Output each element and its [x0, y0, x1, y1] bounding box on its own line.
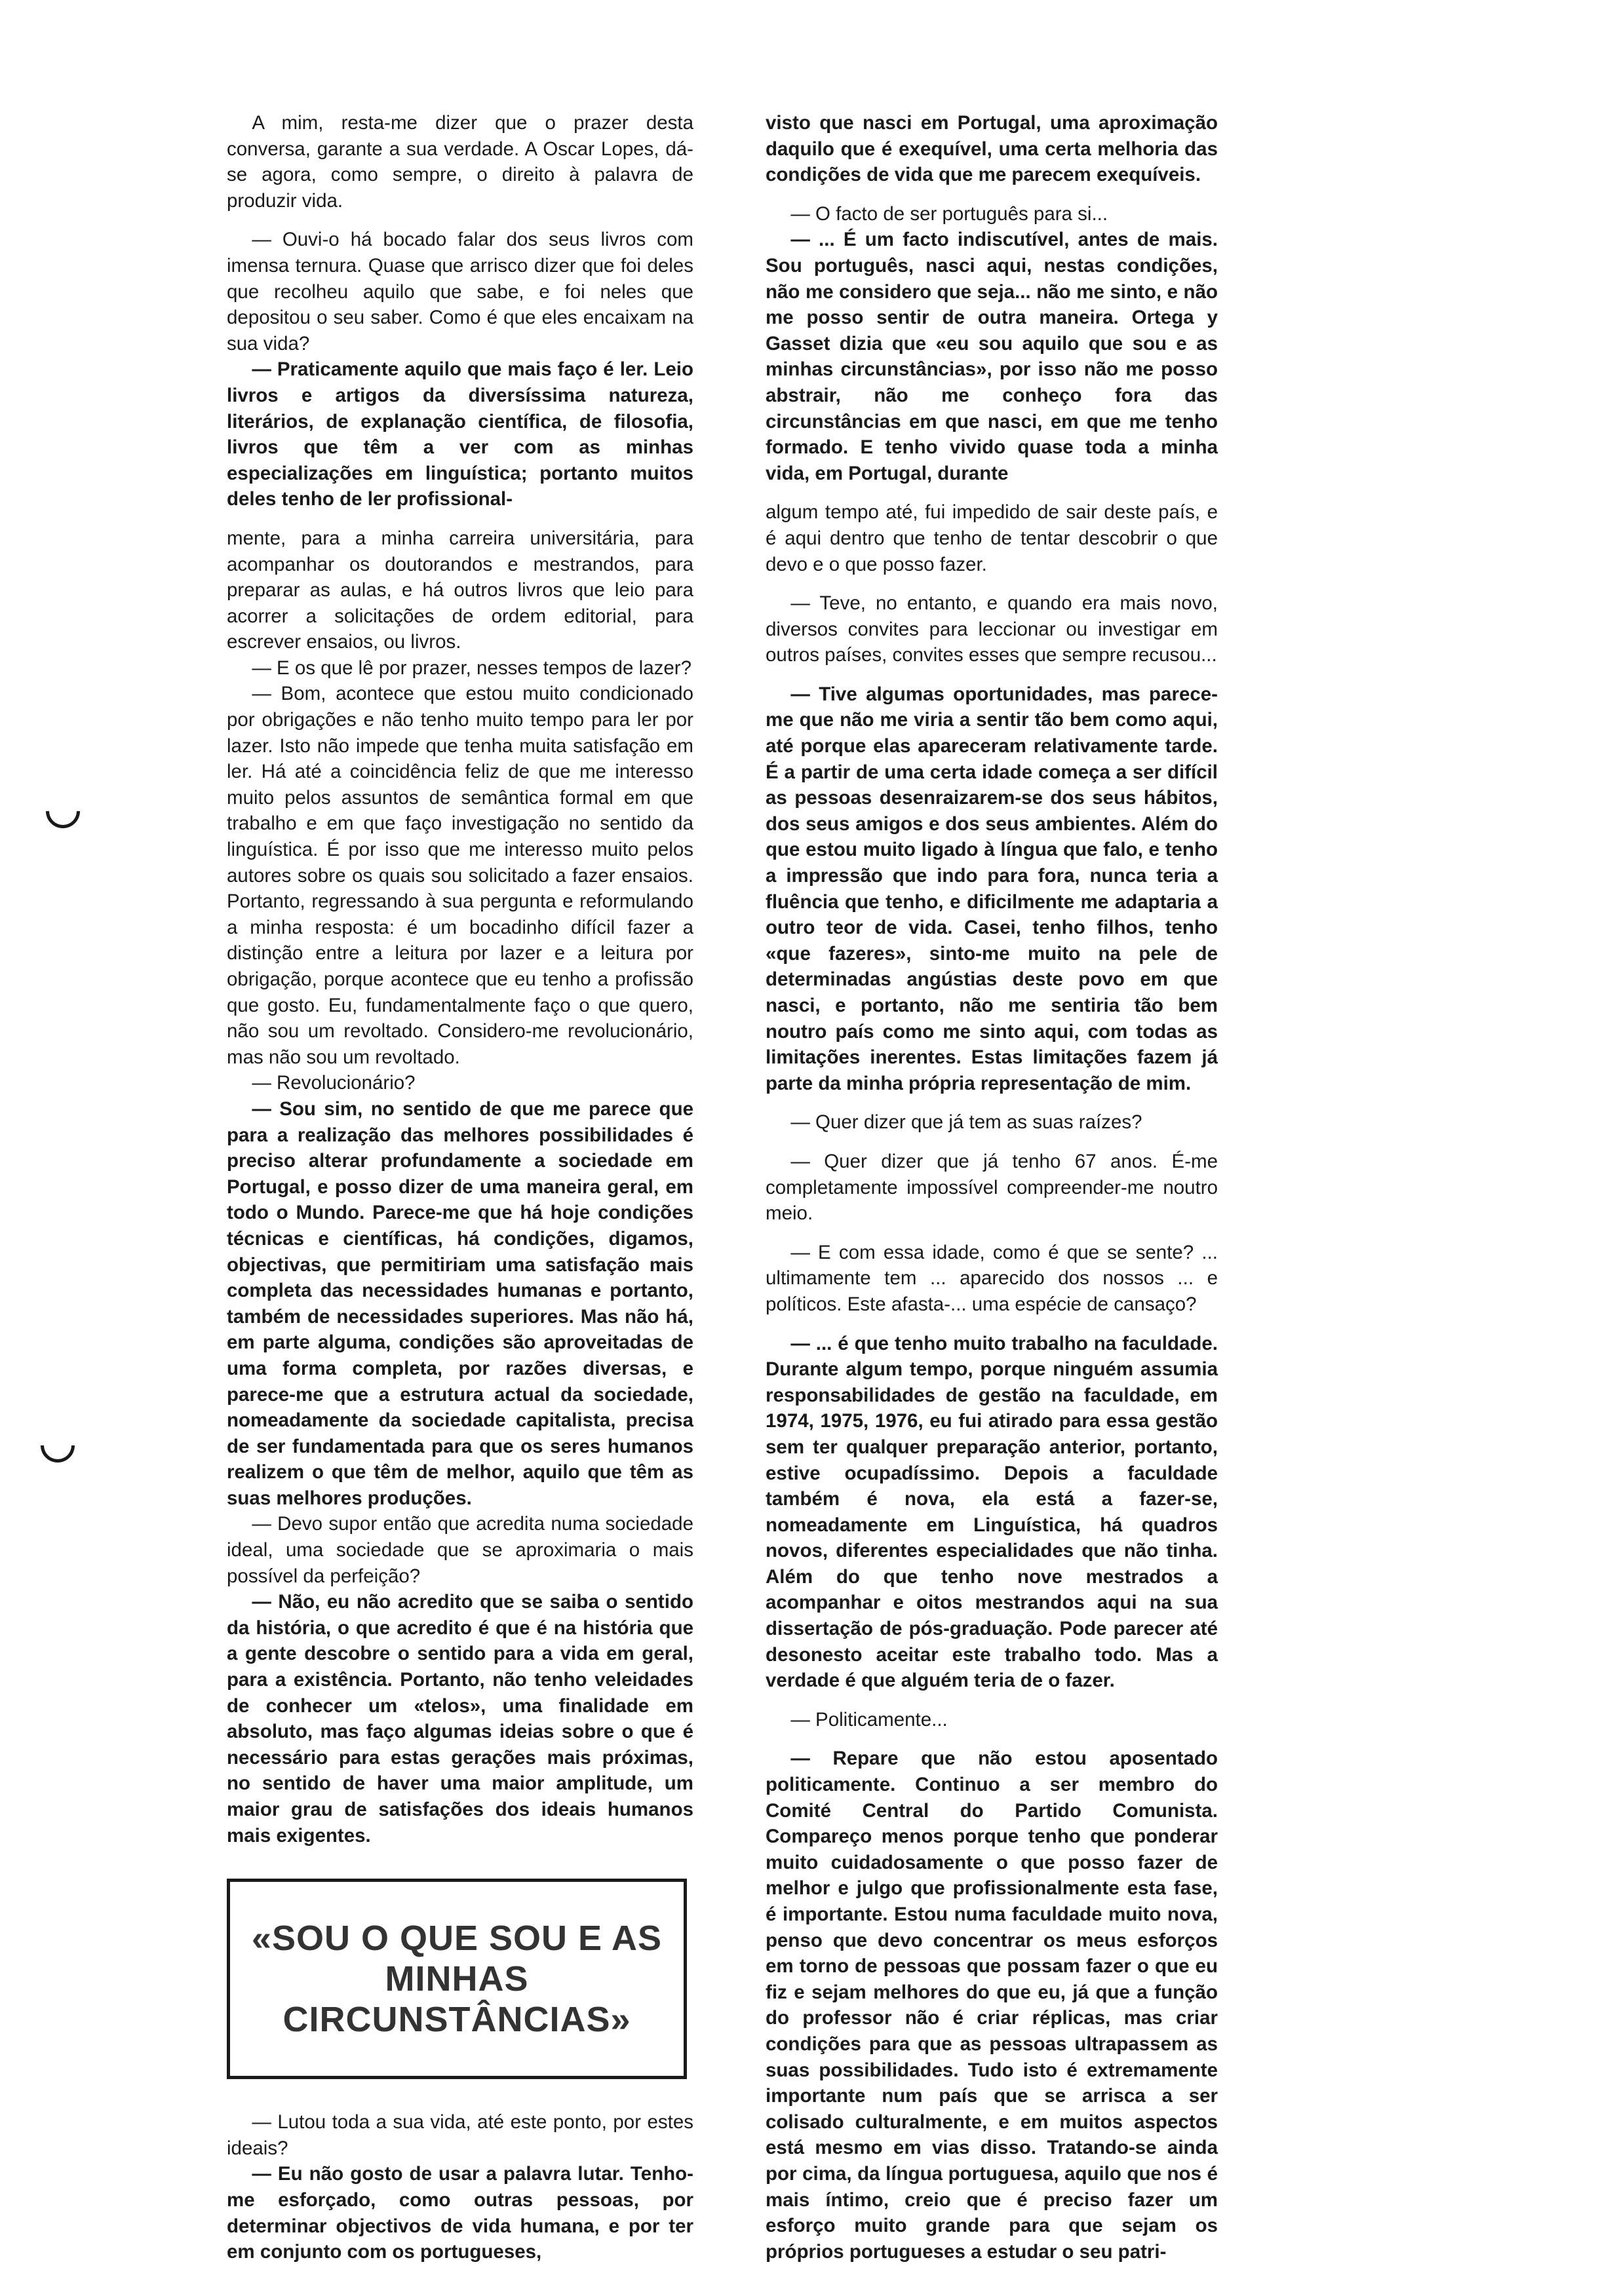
paragraph: — Quer dizer que já tem as suas raízes?	[790, 1111, 1142, 1134]
paragraph: — ... É um facto indiscutível, antes de mais. Sou português, nasci aqui, nestas condições, não me considero que seja... não me sinto, e não me posso sentir de outra maneira. Ortega y Gasset dizia que «eu sou aquilo que sou e as minhas circunstâncias», por isso não me posso abstrair, não me conheço fora das circunstâncias em que nasci, em que me tenho formado. E tenho vivido quase toda a minha vida, em Portugal, durante	[766, 229, 1218, 484]
binder-mark-top	[39, 787, 87, 835]
paragraph: — Devo supor então que acredita numa sociedade ideal, uma sociedade que se aproximaria o mais possível da perfeição?	[227, 1513, 693, 1587]
paragraph: — Não, eu não acredito que se saiba o sentido da história, o que acredito é que é na história que a gente descobre o sentido para a vida em geral, para a existência. Portanto, não tenho veleidades de conhecer um «telos», uma finalidade em absoluto, mas faço algumas ideias sobre o que é necessário para estas gerações mais próximas, no sentido de haver uma maior amplitude, um maior grau de satisfações dos ideais humanos mais exigentes.	[227, 1591, 693, 1846]
right-column	[766, 110, 1218, 2265]
paragraph: — Quer dizer que já tenho 67 anos. É-me completamente impossível compreender-me noutro meio.	[766, 1150, 1218, 1225]
paragraph: — Lutou toda a sua vida, até este ponto, por estes ideais?	[227, 2111, 693, 2159]
paragraph: — O facto de ser português para si...	[790, 202, 1108, 225]
paragraph: — E os que lê por prazer, nesses tempos de lazer?	[252, 657, 692, 679]
paragraph: — Repare que não estou aposentado politicamente. Continuo a ser membro do Comité Central do Partido Comunista. Compareço menos porque tenho que ponderar muito cuidadosamente o que posso fazer de melhor e julgo que profissionalmente esta fase, é importante. Estou numa faculdade muito nova, penso que devo concentrar os meus esforços em torno de pessoas que possam fazer o que eu fiz e sejam melhores do que eu, já que a função do professor não é criar réplicas, mas criar condições para que as pessoas ultrapassem as suas possibilidades. Tudo isto é extremamente importante num país que se arrisca a ser colisado culturalmente, e em muitos aspectos está mesmo em vias disso. Tratando-se ainda por cima, da língua portuguesa, aquilo que nos é mais íntimo, creio que é preciso fazer um esforço muito grande para que sejam os próprios portugueses a estudar o seu patri-	[766, 1748, 1218, 2263]
paragraph: visto que nasci em Portugal, uma aproximação daquilo que é exequível, uma certa melhoria das condições de vida que me parecem exequíveis.	[766, 112, 1218, 186]
paragraph: — Sou sim, no sentido de que me parece que para a realização das melhores possibilidades é preciso alterar profundamente a sociedade em Portugal, e posso dizer de uma maneira geral, em todo o Mundo. Parece-me que há hoje condições técnicas e científicas, há condições, digamos, objectivas, que permitiriam uma satisfação mais completa das necessidades humanas e portanto, também de necessidades superiores. Mas não há, em parte alguma, condições são aproveitadas de uma forma completa, por razões diversas, e parece-me que a estrutura actual da sociedade, nomeadamente da sociedade capitalista, precisa de ser fundamentada para que os seres humanos realizem o que têm de melhor, aquilo que têm as suas melhores produções.	[227, 1098, 693, 1509]
paragraph: — Politicamente...	[790, 1708, 948, 1731]
paragraph: — E com essa idade, como é que se sente? ... ultimamente tem ... aparecido dos nossos ... e políticos. Este afasta-... uma espécie de cansaço?	[766, 1241, 1218, 1315]
paragraph: — ... é que tenho muito trabalho na faculdade. Durante algum tempo, porque ninguém assumia responsabilidades de gestão na faculdade, em 1974, 1975, 1976, eu fui atirado para essa gestão sem ter qualquer preparação anterior, portanto, estive ocupadíssimo. Depois a faculdade também é nova, ela está a fazer-se, nomeadamente em Linguística, há quadros novos, diferentes especialidades que não tinha. Além do que tenho nove mestrados a acompanhar e oitos mestrandos aqui na sua dissertação de pós-graduação. Pode parecer até desonesto aceitar este trabalho todo. Mas a verdade é que alguém teria de o fazer.	[766, 1332, 1218, 1692]
paragraph: — Teve, no entanto, e quando era mais novo, diversos convites para leccionar ou investigar em outros países, convites esses que sempre recusou...	[766, 592, 1218, 666]
pull-quote-box	[227, 1879, 687, 2079]
paragraph: mente, para a minha carreira universitária, para acompanhar os doutorandos e mestrandos, para preparar as aulas, e há outros livros que leio para acorrer a solicitações de ordem editorial, para escrever ensaios, ou livros.	[227, 527, 693, 653]
paragraph: — Ouvi-o há bocado falar dos seus livros com imensa ternura. Quase que arrisco dizer que foi deles que recolheu aquilo que sabe, e foi neles que depositou o seu saber. Como é que eles encaixam na sua vida?	[227, 229, 693, 354]
paragraph: A mim, resta-me dizer que o prazer desta conversa, garante a sua verdade. A Oscar Lopes, dá-se agora, como sempre, o direito à palavra de produzir vida.	[227, 112, 693, 212]
binder-mark-bottom	[33, 1421, 82, 1470]
paragraph: — Eu não gosto de usar a palavra lutar. Tenho-me esforçado, como outras pessoas, por determinar objectivos de vida humana, e por ter em conjunto com os portugueses,	[227, 2163, 693, 2263]
left-column	[227, 110, 693, 2265]
paragraph: — Praticamente aquilo que mais faço é ler. Leio livros e artigos da diversíssima natureza, literários, de explanação científica, de filosofia, livros que têm a ver com as minhas especializações em linguística; portanto muitos deles tenho de ler profissional-	[227, 358, 693, 510]
pull-quote: «SOU O QUE SOU E AS MINHAS CIRCUNSTÂNCIAS»	[251, 1919, 663, 2040]
paragraph: — Tive algumas oportunidades, mas parece-me que não me viria a sentir tão bem como aqui, até porque elas apareceram relativamente tarde. É a partir de uma certa idade começa a ser difícil as pessoas desenraizarem-se dos seus hábitos, dos seus amigos e dos seus ambientes. Além do que estou muito ligado à língua que falo, e tenho a impressão que indo para fora, nunca teria a fluência que tenho, e dificilmente me adaptaria a outro teor de vida. Casei, tenho filhos, tenho «que fazeres», sinto-me muito na pele de determinadas angústias deste povo em que nasci, e portanto, não me sentiria tão bem noutro país como me sinto aqui, com todas as limitações inerentes. Estas limitações fazem já parte da minha própria representação de mim.	[766, 683, 1218, 1094]
paragraph: — Revolucionário?	[252, 1072, 416, 1094]
paragraph: algum tempo até, fui impedido de sair deste país, e é aqui dentro que tenho de tentar descobrir o que devo e o que posso fazer.	[766, 501, 1218, 575]
paragraph: — Bom, acontece que estou muito condicionado por obrigações e não tenho muito tempo para ler por lazer. Isto não impede que tenha muita satisfação em ler. Há até a coincidência feliz de que me interesso muito pelos assuntos de semântica formal em que trabalho e em que faço investigação no sentido da linguística. É por isso que me interesso muito pelos autores sobre os quais sou solicitado a fazer ensaios. Portanto, regressando à sua pergunta e reformulando a minha resposta: é um bocadinho difícil fazer a distinção entre a leitura por lazer e a leitura por obrigação, porque acontece que eu tenho a profissão que gosto. Eu, fundamentalmente faço o que quero, não sou um revoltado. Considero-me revolucionário, mas não sou um revoltado.	[227, 683, 693, 1068]
